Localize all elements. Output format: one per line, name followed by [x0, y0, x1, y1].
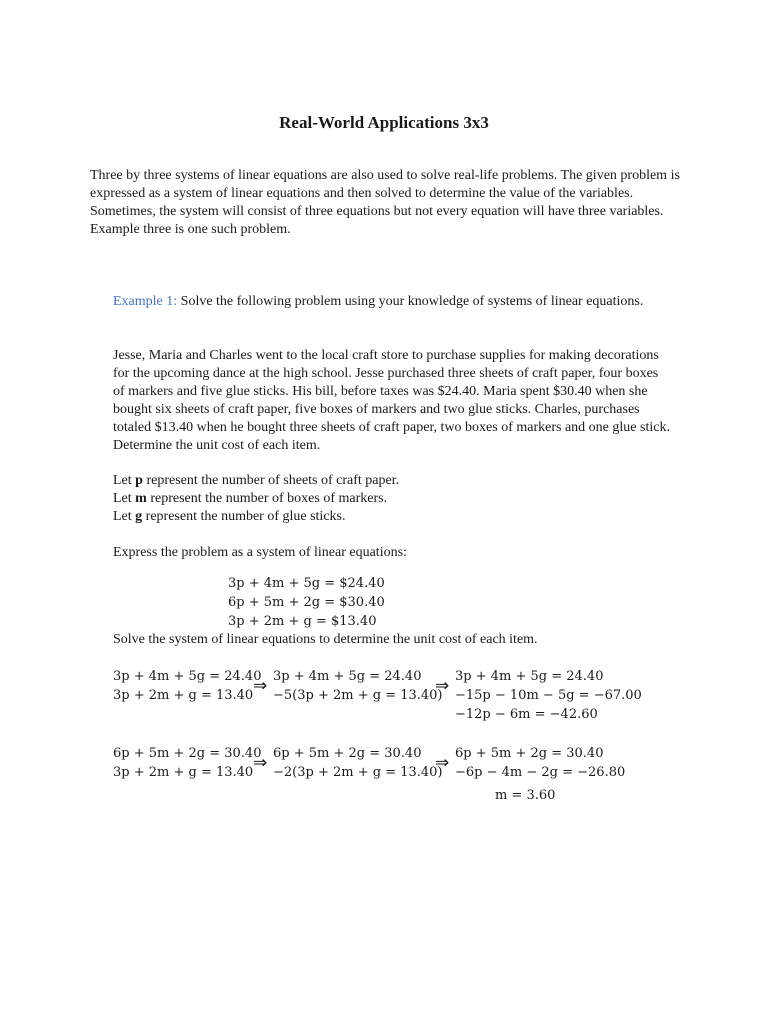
elim2-multiplied-pair: 6p + 5m + 2g = 30.40 −2(3p + 2m + g = 13.40) [273, 746, 443, 780]
let-p: Let p represent the number of sheets of craft paper. [113, 473, 400, 488]
equation-1: 3p + 4m + 5g = $24.40 [228, 576, 385, 591]
elim1-original-pair: 3p + 4m + 5g = 24.40 3p + 2m + g = 13.40 [113, 669, 262, 703]
implies-arrow: ⇒ [253, 753, 268, 773]
elim1-expanded-pair: 3p + 4m + 5g = 24.40 −15p − 10m − 5g = −67.00 −12p − 6m = −42.60 [455, 669, 642, 722]
example-1-prompt [113, 293, 673, 311]
elim2-result: m = 3.60 [495, 788, 556, 803]
intro-paragraph: Three by three systems of linear equations are also used to solve real-life problems. The given problem is expressed as a system of linear equations and then solved to determine the value of the variables. Sometimes, the system will consist of three equations but not every equation will have three variables. Example three is one such problem. [90, 168, 680, 237]
elim1-multiplied-pair: 3p + 4m + 5g = 24.40 −5(3p + 2m + g = 13.40) [273, 669, 443, 703]
implies-arrow: ⇒ [435, 676, 450, 696]
implies-arrow: ⇒ [253, 676, 268, 696]
let-g: Let g represent the number of glue sticks. [113, 509, 346, 524]
elim2-expanded-pair: 6p + 5m + 2g = 30.40 −6p − 4m − 2g = −26.80 [455, 746, 626, 780]
equation-3: 3p + 2m + g = $13.40 [228, 614, 377, 629]
solve-instruction: Solve the system of linear equations to determine the unit cost of each item. [113, 632, 538, 647]
express-instruction: Express the problem as a system of linear equations: [113, 545, 407, 560]
example-1-label: Example 1: [113, 294, 178, 309]
word-problem-paragraph: Jesse, Maria and Charles went to the local craft store to purchase supplies for making decorations for the upcoming dance at the high school. Jesse purchased three sheets of craft paper, four boxes of markers and five glue sticks. His bill, before taxes was $24.40. Maria spent $30.40 when she bought six sheets of craft paper, five boxes of markers and two glue sticks. Charles, purchases totaled $13.40 when he bought three sheets of craft paper, two boxes of markers and one glue stick. Determine the unit cost of each item. [113, 348, 670, 453]
implies-arrow: ⇒ [435, 753, 450, 773]
elim1-sum: −12p − 6m = −42.60 [455, 707, 598, 722]
variable-definitions [113, 472, 673, 526]
page-title: Real-World Applications 3x3 [279, 113, 489, 132]
let-m: Let m represent the number of boxes of markers. [113, 491, 388, 506]
equation-2: 6p + 5m + 2g = $30.40 [228, 595, 385, 610]
elim2-original-pair: 6p + 5m + 2g = 30.40 3p + 2m + g = 13.40 [113, 746, 262, 780]
example-1-instruction: Solve the following problem using your knowledge of systems of linear equations. [177, 294, 644, 309]
equation-system [228, 574, 385, 631]
